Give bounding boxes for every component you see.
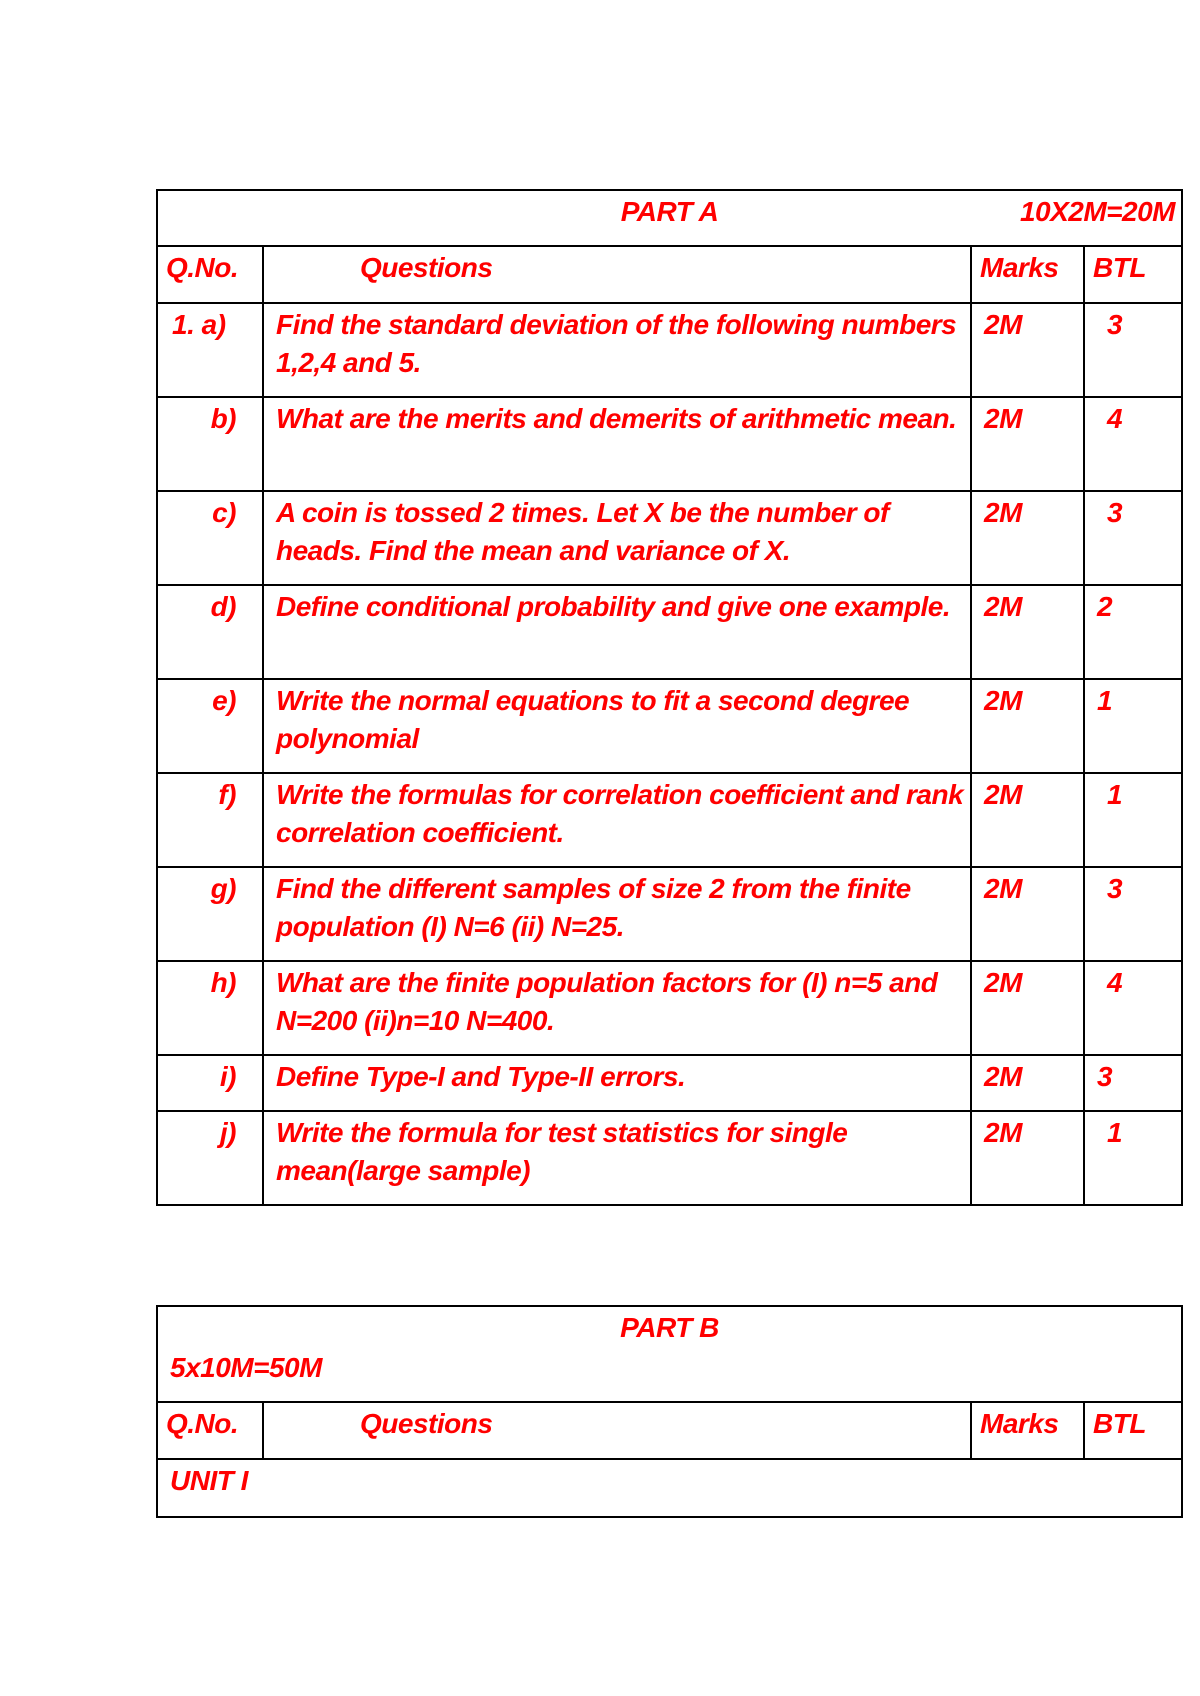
questions-header: Questions	[263, 1402, 971, 1459]
qno-header: Q.No.	[157, 1402, 263, 1459]
question-marks: 2M	[971, 397, 1084, 491]
question-text: A coin is tossed 2 times. Let X be the number of heads. Find the mean and variance of X.	[263, 491, 971, 585]
questions-header: Questions	[263, 246, 971, 303]
question-number: e)	[157, 679, 263, 773]
question-marks: 2M	[971, 491, 1084, 585]
part-b-header-row	[157, 1306, 1182, 1402]
question-marks: 2M	[971, 867, 1084, 961]
question-marks: 2M	[971, 303, 1084, 397]
question-number: j)	[157, 1111, 263, 1205]
part-a-header	[157, 190, 1182, 246]
question-btl: 1	[1084, 679, 1182, 773]
question-text: Find the different samples of size 2 from the finite population (I) N=6 (ii) N=25.	[263, 867, 971, 961]
part-b-title: PART B	[620, 1312, 719, 1343]
question-btl: 3	[1084, 1055, 1182, 1111]
part-b-column-header-row	[157, 1402, 1182, 1459]
question-number: b)	[157, 397, 263, 491]
qno-header: Q.No.	[157, 246, 263, 303]
question-row-d	[157, 585, 1182, 679]
question-row-h	[157, 961, 1182, 1055]
btl-header: BTL	[1084, 1402, 1182, 1459]
part-b-table	[156, 1305, 1183, 1518]
question-btl: 1	[1084, 1111, 1182, 1205]
question-btl: 2	[1084, 585, 1182, 679]
question-text: Write the formulas for correlation coefficient and rank correlation coefficient.	[263, 773, 971, 867]
question-number: d)	[157, 585, 263, 679]
question-marks: 2M	[971, 1055, 1084, 1111]
part-b-header	[157, 1306, 1182, 1402]
question-btl: 3	[1084, 867, 1182, 961]
question-btl: 3	[1084, 303, 1182, 397]
question-row-i	[157, 1055, 1182, 1111]
marks-header: Marks	[971, 246, 1084, 303]
question-number: h)	[157, 961, 263, 1055]
question-number: 1. a)	[157, 303, 263, 397]
question-btl: 4	[1084, 961, 1182, 1055]
question-row-j	[157, 1111, 1182, 1205]
question-row-b	[157, 397, 1182, 491]
marks-header: Marks	[971, 1402, 1084, 1459]
question-row-a	[157, 303, 1182, 397]
part-a-marks-scheme: 10X2M=20M	[1019, 196, 1175, 227]
unit-label: UNIT I	[157, 1459, 1182, 1517]
question-row-g	[157, 867, 1182, 961]
question-btl: 3	[1084, 491, 1182, 585]
part-a-header-row	[157, 190, 1182, 246]
question-text: What are the finite population factors for (I) n=5 and N=200 (ii)n=10 N=400.	[263, 961, 971, 1055]
question-btl: 4	[1084, 397, 1182, 491]
question-text: Find the standard deviation of the following numbers 1,2,4 and 5.	[263, 303, 971, 397]
part-a-column-header-row	[157, 246, 1182, 303]
question-marks: 2M	[971, 961, 1084, 1055]
part-b-marks-scheme: 5x10M=50M	[170, 1352, 322, 1383]
question-btl: 1	[1084, 773, 1182, 867]
question-text: Define conditional probability and give one example.	[263, 585, 971, 679]
question-number: g)	[157, 867, 263, 961]
question-row-e	[157, 679, 1182, 773]
part-a-title: PART A	[620, 196, 719, 227]
question-text: Define Type-I and Type-II errors.	[263, 1055, 971, 1111]
question-number: f)	[157, 773, 263, 867]
question-marks: 2M	[971, 585, 1084, 679]
question-text: What are the merits and demerits of arithmetic mean.	[263, 397, 971, 491]
unit-row	[157, 1459, 1182, 1517]
question-text: Write the formula for test statistics for single mean(large sample)	[263, 1111, 971, 1205]
question-number: i)	[157, 1055, 263, 1111]
question-marks: 2M	[971, 773, 1084, 867]
part-a-table	[156, 189, 1183, 1206]
question-number: c)	[157, 491, 263, 585]
question-row-c	[157, 491, 1182, 585]
question-row-f	[157, 773, 1182, 867]
btl-header: BTL	[1084, 246, 1182, 303]
question-marks: 2M	[971, 679, 1084, 773]
question-text: Write the normal equations to fit a second degree polynomial	[263, 679, 971, 773]
question-marks: 2M	[971, 1111, 1084, 1205]
